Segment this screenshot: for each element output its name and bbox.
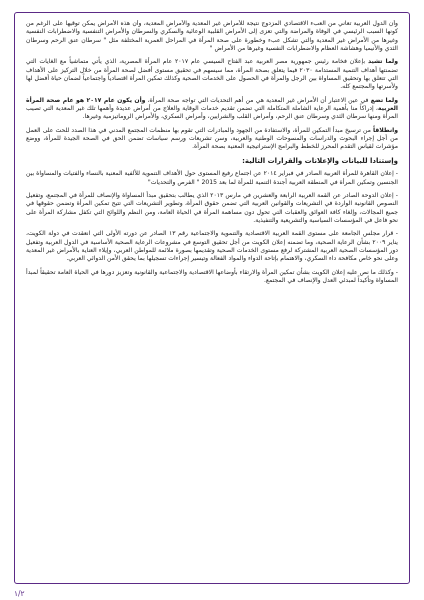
paragraph-lead-bold: ولما تشيد	[367, 58, 398, 66]
paragraph-kuwait-declaration	[26, 269, 398, 286]
paragraph-text: في عين الاعتبار أن الأمراض غير المعدية هي من أهم التحديات التي تواجه صحة المرأة،	[145, 96, 371, 104]
paragraph-praise-initiative	[26, 58, 398, 91]
paragraph-text: - إعلان القاهرة للمرأة العربية الصادر في فبراير ٢٠١٤ عن اجتماع رفيع المستوى حول الأهداف التنموية للألفية المعنية بالنساء والفتيات والمساواة بين الجنسين وتمكين المرأة في المنطقة العربية أجندة التنمية للمرأة لما بعد 2015 " الفرص والتحديات"	[26, 170, 398, 186]
paragraph-cairo-declaration	[26, 170, 398, 187]
paragraph-text: ، إدراكاً منا بأهمية الرعاية الشاملة المتكاملة التي تضمن تقديم خدمات الوقاية والعلاج من أمراض عديدة وأهمها تلك غير المعدية التي تصيب المرأة ومنها سرطان الثدي وسرطان عنق الرحم، وأمراض القلب والشرايين، وأمراض السكري، والأمراض الروماتيزمية وغيرها.	[26, 105, 398, 121]
paragraph-text: - وكذلك ما نص عليه إعلان الكويت بشأن تمكين المرأة والارتقاء بأوضاعها الاقتصادية والاجتماعية والقانونية وتعزيز دورها في الحياة العامة تحقيقاً لمبدأ المساواة وتأكيداً لمبدئي العدل والإنصاف في المجتمع.	[26, 268, 398, 284]
paragraph-empowerment	[26, 127, 398, 152]
paragraph-emphasis-bold: وأن يكون عام ٢٠١٧ هو عام صحة المرأة العربية	[26, 96, 398, 113]
paragraph-text: - قرار مجلس الجامعة على مستوى القمة العربية الاقتصادية والتنموية والاجتماعية رقم ١٣ الصادر عن دورته الأولى التي انعقدت في دولة الكويت، يناير ٢٠٠٩ بشأن الرعاية الصحية، وما تضمنه إعلان الكويت من أجل تحقيق التوسع في مشروعات الرعاية الصحية الأساسية في الدول العربية وتفعيل دور المؤسسات الصحية العربية المشتركة لرفع مستوى الخدمات الصحية وتقديمها بصورة ملائمة للمواطن العربي، وإيلاء العناية بالأمراض غير المعدية وعلى نحو خاص مكافحة داء السكري، والاهتمام بإتاحة الدواء والمواد الفعالة وتيسير إجراءات تسجيلها بما يحقق الأمن الدوائي العربي.	[26, 230, 398, 263]
paragraph-text: - إعلان الدوحة الصادر عن القمة العربية الرابعة والعشرين في مارس ٢٠١٣ الذي يطالب بتحقيق مبدأ المساواة والإنصاف للمرأة في المجتمع، وتفعيل النصوص القانونية الواردة في التشريعات والقوانين العربية التي تضمن حقوق المرأة، وتطوير التشريعات التي تتيح تمكين المرأة وتضمن حقوقها في جميع المجالات، وإلغاء كافة العوائق والعقبات التي تحول دون مساهمة المرأة في الحياة العامة، ومن النظم واللوائح التي تكفل مشاركة المرأة على نحو فاعل في المؤسسات السياسية والتشريعية والتنفيذية.	[26, 191, 398, 224]
paragraph-lead-bold: ولما تضع	[370, 96, 398, 104]
document-body	[26, 20, 398, 570]
paragraph-text: بإعلان فخامة رئيس جمهورية مصر العربية عبد الفتاح السيسي عام ٢٠١٧ عام المرأة المصرية، الذي يأتي متماشياً مع الغايات التي تضمنتها أهداف التنمية المستدامة ٢٠٣٠ فيما يتعلق بصحة المرأة، مما سيسهم في تحقيق مستوى أفضل لصحة المرأة من خلال التركيز على الأهداف التي تتعلق بها وتحقيق المساواة بين الرجل والمرأة في الحصول على الخدمات الصحية وكذلك تمكين المرأة اقتصادياً واجتماعياً لضمان حياة أفضل لها ولأسرتها والمجتمع كله.	[26, 58, 398, 91]
paragraph-text: وأن الدول العربية تعاني من العبء الاقتصادي المزدوج نتيجة للأمراض غير المعدية والأمراض المعدية، وأن هذه الأمراض يمكن توقيها على الرغم من كونها السبب الرئيسي في الوفاة والمراضة والتي تعزى إلى الأمراض القلبية الوعائية والسكري والسرطان والأمراض التنفسية والاضطرابات النفسية وغيرها من الأمراض غير المعدية والتي تشكل عبء وخطورة على صحة المرأة في المراحل العمرية المختلفة مثل " سرطان عنق الرحم وسرطان الثدي والأنيميا وهشاشة العظام والاضطرابات النفسية وغيرها من الأمراض "	[26, 20, 398, 53]
paragraph-lead-bold: وانطلاقاً	[372, 126, 398, 134]
paragraph-disease-burden	[26, 20, 398, 53]
page-number: ١/٢	[14, 589, 25, 598]
section-title: وإستنادا للبيانات والإعلانات والقرارات التالية:	[242, 156, 398, 165]
paragraph-kuwait-resolution	[26, 230, 398, 263]
paragraph-text: من ترسيخ مبدأ التمكين للمرأة، والاستفادة من الجهود والمبادرات التي تقوم بها منظمات المجتمع المدني في هذا الصدد للحث على العمل من أجل إجراء البحوث والدراسات والمسوحات الوطنية والعربية، وسن تشريعات ورسم سياسات تضمن الحق في الصحة الجيدة للمرأة، ووضع مؤشرات لقياس التقدم المحرز للخطط والبرامج الإستراتيجية المعنية بصحة المرأة.	[26, 126, 398, 151]
paragraph-doha-declaration	[26, 192, 398, 225]
paragraph-womens-health-year	[26, 97, 398, 122]
